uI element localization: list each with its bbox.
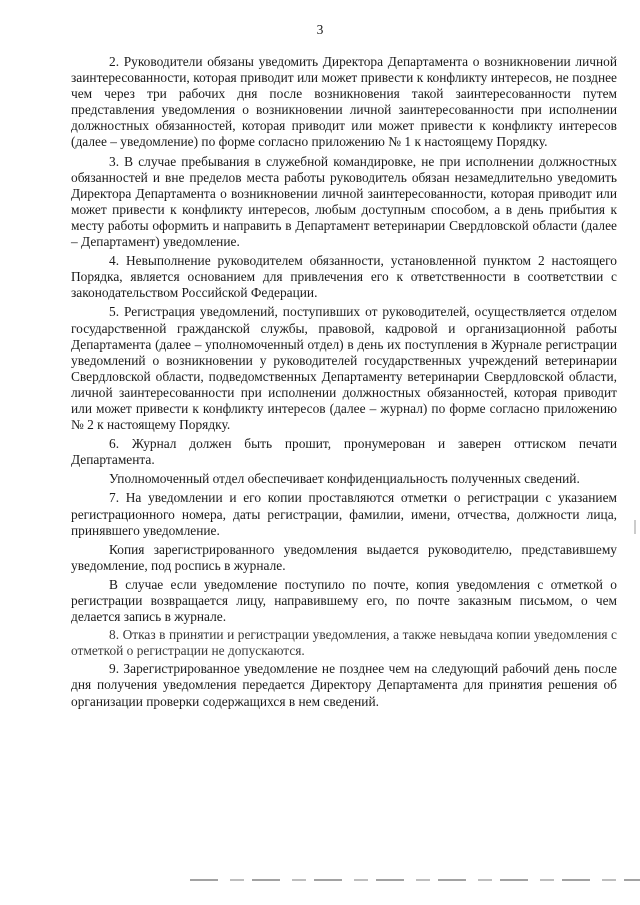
- paragraph-item-4: 4. Невыполнение руководителем обязанности, установленной пунктом 2 настоящего Порядка, является основанием для привлечения его к ответственности в соответствии с законодательством Российской Федерации.: [71, 253, 617, 301]
- document-body: [71, 54, 617, 713]
- paragraph-item-5: 5. Регистрация уведомлений, поступивших от руководителей, осуществляется отделом государственной гражданской службы, правовой, кадровой и организационной работы Департамента (далее – уполномоченный отдел) в день их поступления в Журнале регистрации уведомлений о возникновении у руководителей государственных учреждений ветеринарии Свердловской области, подведомственных Департаменту ветеринарии Свердловской области, личной заинтересованности при исполнении должностных обязанностей, которая приводит или может привести к конфликту интересов (далее – журнал) по форме согласно приложению № 2 к настоящему Порядку.: [71, 304, 617, 433]
- paragraph-postal-case: В случае если уведомление поступило по почте, копия уведомления с отметкой о регистрации возвращается лицу, направившему его, по почте заказным письмом, о чем делается запись в журнале.: [71, 576, 617, 625]
- paragraph-item-7: 7. На уведомлении и его копии проставляются отметки о регистрации с указанием регистрационного номера, даты регистрации, фамилии, имени, отчества, должности лица, принявшего уведомление.: [71, 490, 617, 538]
- paragraph-item-6: 6. Журнал должен быть прошит, пронумерован и заверен оттиском печати Департамента.: [71, 436, 617, 468]
- paragraph-item-3: 3. В случае пребывания в служебной командировке, не при исполнении должностных обязанностей и вне пределов места работы руководитель обязан незамедлительно уведомить Директора Департамента о возникновении личной заинтересованности, которая приводит или может привести к конфликту интересов, любым доступным способом, а в день прибытия к месту работы оформить и направить в Департамент ветеринарии Свердловской области (далее – Департамент) уведомление.: [71, 153, 617, 250]
- paragraph-item-8: 8. Отказ в принятии и регистрации уведомления, а также невыдача копии уведомления с отметкой о регистрации не допускаются.: [71, 627, 617, 659]
- paragraph-item-9: 9. Зарегистрированное уведомление не позднее чем на следующий рабочий день после дня получения уведомления передается Директору Департамента для принятия решения об организации проверки содержащихся в нем сведений.: [71, 661, 617, 709]
- page-number: 3: [316, 22, 324, 37]
- scan-bottom-artifact: [190, 879, 640, 881]
- scan-margin-mark: [634, 520, 636, 534]
- paragraph-confidentiality: Уполномоченный отдел обеспечивает конфиденциальность полученных сведений.: [109, 471, 580, 487]
- paragraph-copy-issue: Копия зарегистрированного уведомления выдается руководителю, представившему уведомление, под роспись в журнале.: [71, 541, 617, 573]
- paragraph-item-2: 2. Руководители обязаны уведомить Директора Департамента о возникновении личной заинтересованности, которая приводит или может привести к конфликту интересов, не позднее чем через три рабочих дня после возникновения такой заинтересованности путем представления уведомления о возникновении личной заинтересованности при исполнении должностных обязанностей, которая приводит или может привести к конфликту интересов (далее – уведомление) по форме согласно приложению № 1 к настоящему Порядку.: [71, 54, 617, 150]
